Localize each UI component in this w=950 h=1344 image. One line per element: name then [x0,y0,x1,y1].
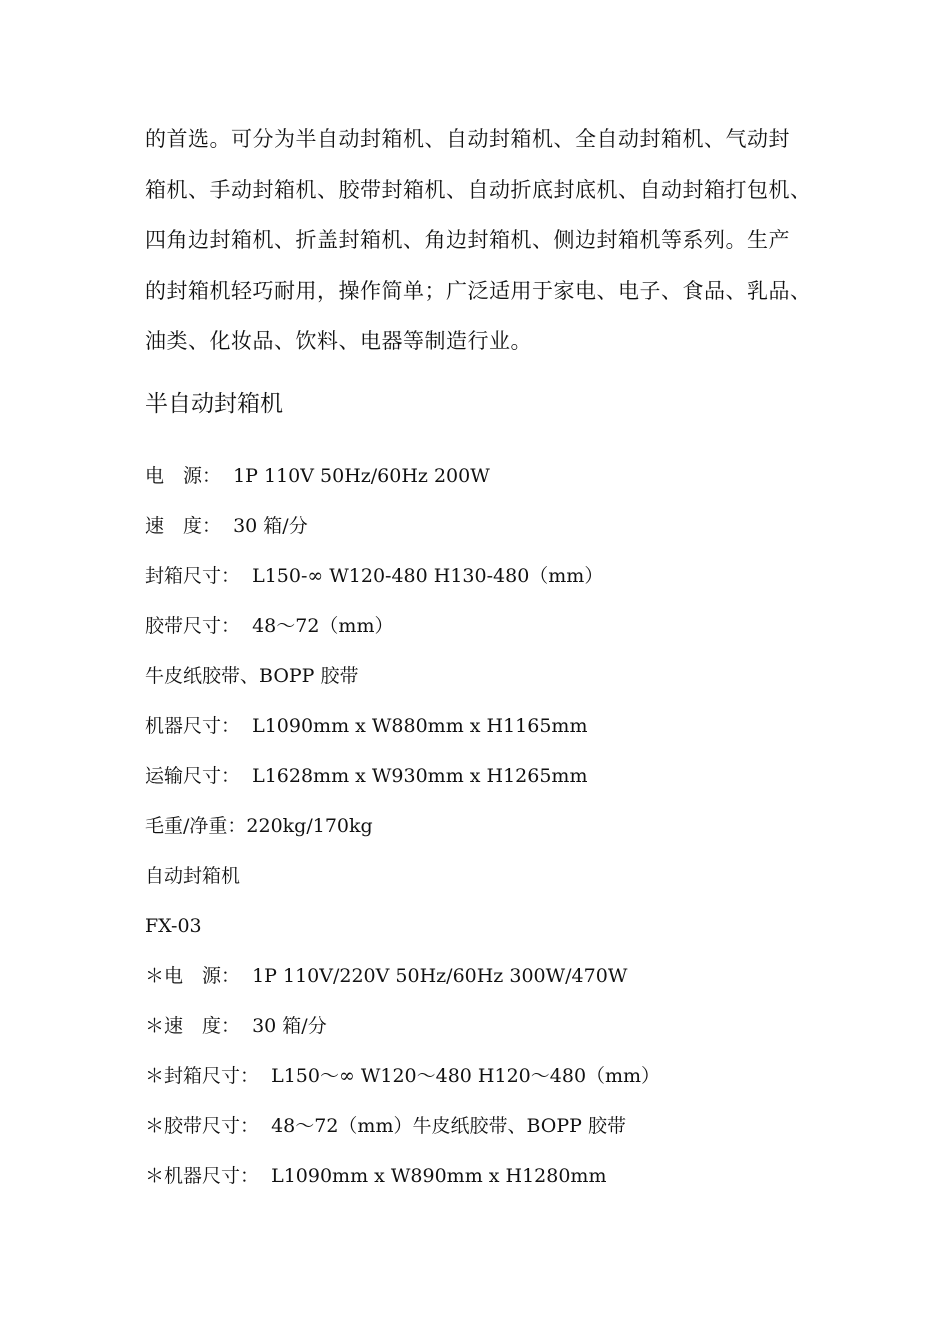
intro-line: 的封箱机轻巧耐用，操作简单；广泛适用于家电、电子、食品、乳品、 [145,278,812,303]
section-title: 半自动封箱机 [145,391,283,417]
spec-line: FX-03 [145,915,202,937]
spec-line: ＊胶带尺寸： 48～72（mm）牛皮纸胶带、BOPP 胶带 [145,1115,626,1137]
spec-line: ＊电 源： 1P 110V/220V 50Hz/60Hz 300W/470W [145,965,628,987]
spec-line: 电 源： 1P 110V 50Hz/60Hz 200W [145,465,490,487]
intro-line: 的首选。可分为半自动封箱机、自动封箱机、全自动封箱机、气动封 [145,127,790,151]
spec-line: 速 度： 30 箱/分 [145,515,308,537]
spec-line: 封箱尺寸： L150-∞ W120-480 H130-480（mm） [145,565,604,587]
intro-line: 油类、化妆品、饮料、电器等制造行业。 [145,329,532,353]
spec-line: ＊封箱尺寸： L150～∞ W120～480 H120～480（mm） [145,1065,661,1087]
spec-line: 机器尺寸： L1090mm x W880mm x H1165mm [145,715,588,737]
spec-line: 自动封箱机 [145,865,241,887]
spec-line: 胶带尺寸： 48～72（mm） [145,615,394,637]
intro-paragraph [145,114,825,367]
intro-line: 箱机、手动封箱机、胶带封箱机、自动折底封底机、自动封箱打包机、 [145,177,812,202]
spec-line: 运输尺寸： L1628mm x W930mm x H1265mm [145,765,588,787]
spec-list [145,451,660,1201]
spec-line: 毛重/净重：220kg/170kg [145,815,373,837]
intro-line: 四角边封箱机、折盖封箱机、角边封箱机、侧边封箱机等系列。生产 [145,228,790,252]
spec-line: 牛皮纸胶带、BOPP 胶带 [145,665,359,687]
spec-line: ＊机器尺寸： L1090mm x W890mm x H1280mm [145,1165,607,1187]
spec-line: ＊速 度： 30 箱/分 [145,1015,327,1037]
